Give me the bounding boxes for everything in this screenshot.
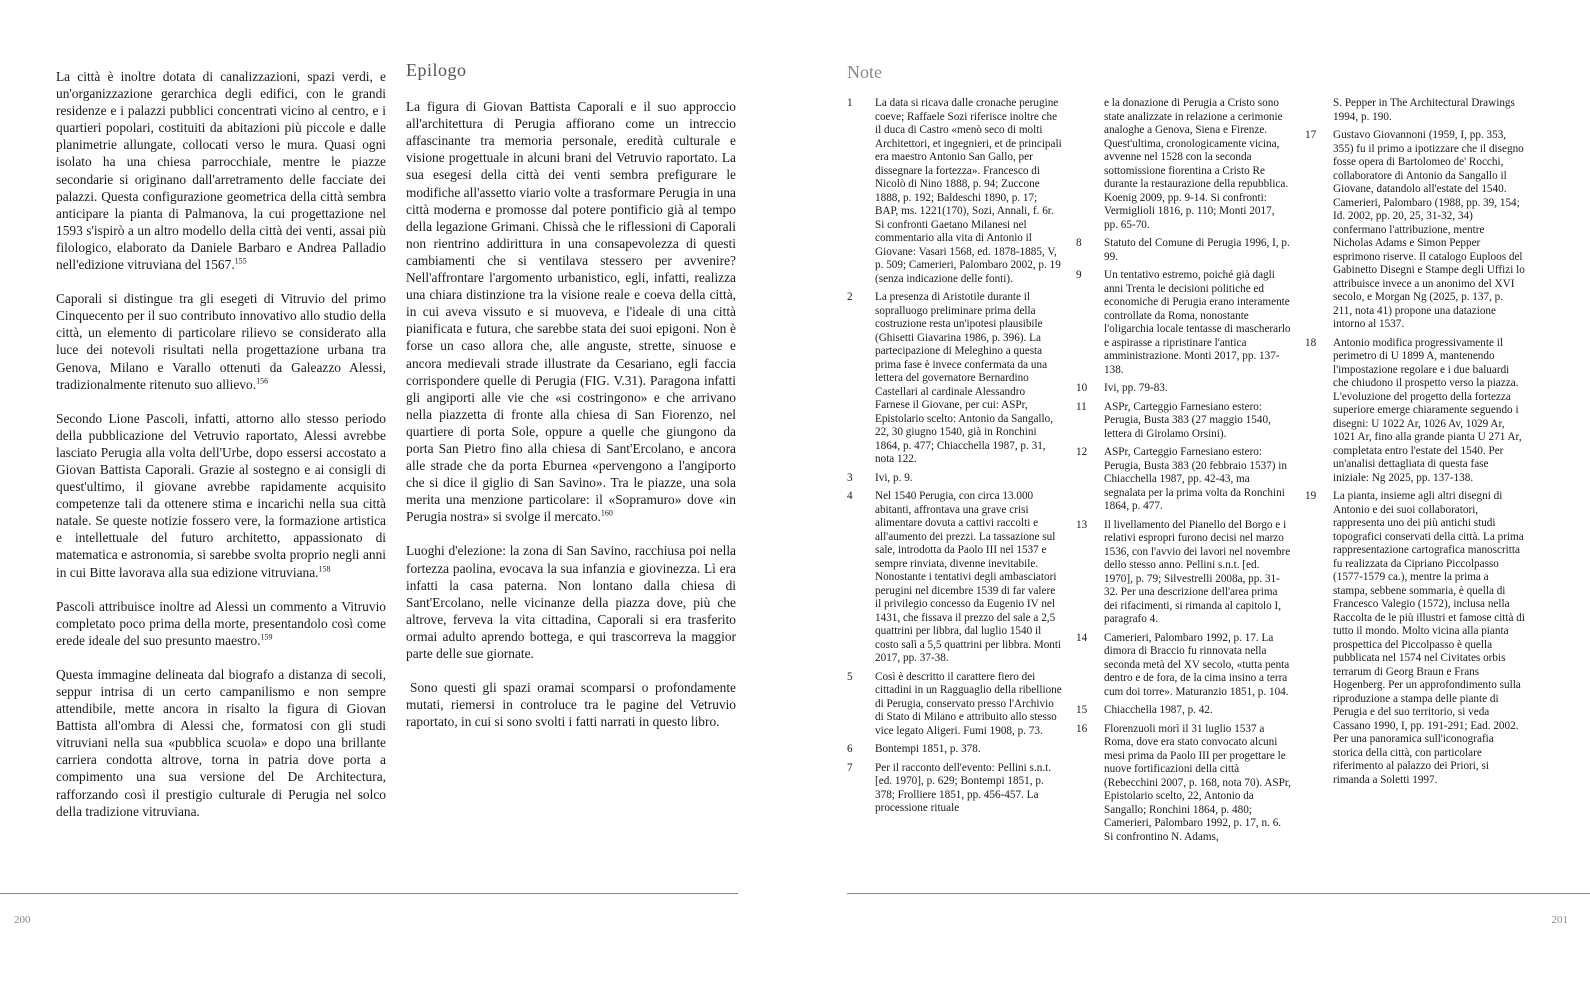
- note-number: 2: [847, 291, 853, 303]
- note-item: [1305, 490, 1525, 787]
- section-title: Epilogo: [406, 60, 467, 80]
- note-item: [1076, 269, 1291, 377]
- notes-column-1: [847, 97, 1062, 821]
- note-item: [1076, 97, 1291, 232]
- note-number: 1: [847, 97, 853, 109]
- note-text: ASPr, Carteggio Farnesiano estero: Perugia, Busta 383 (27 maggio 1540, lettera di Girolamo Orsini).: [1104, 400, 1271, 440]
- note-item: [1305, 97, 1525, 124]
- note-text: La data si ricava dalle cronache perugine coeve; Raffaele Sozi riferisce inoltre che il duca di Castro «menò seco di molti Architettori, et ingegnieri, et de principali era maestro Antonio San Gallo, per dissegnare la fortezza». Francesco di Nicolò di Nino 1888, p. 94; Zuccone 1888, p. 192; Baldeschi 1890, p. 17; BAP, ms. 1221(170), Sozi, Annali, f. 6r. Si confronti Gaetano Milanesi nel commentario alla vita di Antonio il Giovane: Vasari 1568, ed. 1878-1885, V, p. 509; Camerieri, Palombaro 2002, p. 19 (senza indicazione delle fonti).: [875, 97, 1062, 285]
- note-text: Camerieri, Palombaro 1992, p. 17. La dimora di Braccio fu rinnovata nella seconda metà del XV secolo, «tutta penta dentro e de fora, de la cima insino a terra cum doi torre». Maturanzio 1851, p. 104.: [1104, 631, 1290, 698]
- note-number: 13: [1076, 518, 1088, 531]
- footnote-ref: 156: [256, 376, 269, 386]
- paragraph: Pascoli attribuisce inoltre ad Alessi un commento a Vitruvio completato poco prima della morte, presentandolo così come erede ideale del suo presunto maestro.$^{159}$: [56, 598, 386, 648]
- footnote-ref: 158: [318, 564, 331, 574]
- note-text: Statuto del Comune di Perugia 1996, I, p. 99.: [1104, 237, 1290, 263]
- note-text: Ivi, p. 9.: [875, 471, 913, 484]
- paragraph: La città è inoltre dotata di canalizzazioni, spazi verdi, e un'organizzazione gerarchica degli edifici, con le grandi residenze e i palazzi pubblici concentrati vicino al centro, e i quartieri popolari, costituiti da abitazioni più piccole e dalle planimetrie allungate, collocati verso le mura. Quasi ogni isolato ha una chiesa parrocchiale, mentre le piazze secondarie si originano dall'arretramento delle facciate dei palazzi. Questa configurazione geometrica della città sembra anticipare la pianta di Palmanova, la cui progettazione nel 1593 s'ispirò a un altro modello della città dei venti, assai più filologico, elaborato da Daniele Barbaro e Andrea Palladio nell'edizione vitruviana del 1567.$^{155}$: [56, 69, 386, 273]
- note-text: Nel 1540 Perugia, con circa 13.000 abitanti, affrontava una grave crisi alimentare dovuta a cattivi raccolti e all'aumento dei prezzi. La tassazione sul sale, introdotta da Paolo III nel 1537 e sempre rinviata, divenne inevitabile. Nonostante i tentativi degli ambasciatori perugini nel dicembre 1539 di far valere il privilegio concesso da Eugenio IV nel 1431, che fissava il prezzo del sale a 2,5 quattrini per libbra, dal luglio 1540 il costo salì a 5,5 quattrini per libbra. Monti 2017, pp. 37-38.: [875, 490, 1062, 664]
- note-item: [1076, 446, 1291, 514]
- note-number: 17: [1305, 129, 1317, 141]
- note-text: e la donazione di Perugia a Cristo sono state analizzate in relazione a cerimonie analoghe a Genova, Siena e Firenze. Quest'ultima, cronologicamente vicina, avvenne nel 1528 con la seconda sottomissione fiorentina a Cristo Re durante la restaurazione della repubblica. Koenig 2009, pp. 9-14. Si confronti: Vermiglioli 1816, p. 110; Monti 2017, pp. 65-70.: [1104, 97, 1289, 231]
- note-item: [847, 472, 1062, 486]
- bottom-rule: [0, 893, 738, 894]
- note-item: [1076, 704, 1291, 718]
- note-text: Così è descritto il carattere fiero dei cittadini in un Ragguaglio della ribellione di Perugia, conservato presso l'Archivio di Stato di Milano e attribuito allo stesso vice legato Aligeri. Fumi 1908, p. 73.: [875, 670, 1062, 737]
- paragraph: Luoghi d'elezione: la zona di San Savino, racchiusa poi nella fortezza paolina, evocava la sua infanzia e giovinezza. Lì era infatti la casa paterna. Non lontano dalla chiesa di Sant'Ercolano, nelle vicinanze della piazza dove, più che altrove, ferveva la vita cittadina, Caporali si era trasferito ormai adulto aprendo bottega, e qui trascorreva la maggior parte delle sue giornate.: [406, 543, 736, 661]
- note-text: La presenza di Aristotile durante il sopralluogo preliminare prima della costruzione resta un'ipotesi plausibile (Ghisetti Giavarina 1986, p. 396). La partecipazione di Meleghino a questa prima fase è invece confermata da una lettera del governatore Bernardino Castellari al cardinale Alessandro Farnese il Giovane, per cui: ASPr, Epistolario scelto: Antonio da Sangallo, 22, 30 giugno 1540, già in Ronchini 1864, p. 477; Chiacchella 1987, p. 31, nota 122.: [875, 291, 1054, 465]
- note-number: 16: [1076, 722, 1088, 735]
- note-item: [847, 743, 1062, 757]
- note-number: 6: [847, 743, 853, 755]
- note-item: [1076, 723, 1291, 845]
- note-number: 8: [1076, 237, 1082, 249]
- note-item: [847, 490, 1062, 666]
- note-number: 14: [1076, 631, 1088, 644]
- notes-title: Note: [847, 62, 882, 82]
- note-item: [1305, 337, 1525, 486]
- note-item: [1076, 401, 1291, 442]
- page-number: 200: [14, 914, 31, 926]
- page-number: 201: [1551, 914, 1568, 926]
- paragraph: Questa immagine delineata dal biografo a distanza di secoli, seppur intrisa di un certo campanilismo e non sempre attendibile, mette ancora in risalto la figura di Giovan Battista all'ombra di Alessi che, formatosi con gli studi vitruviani nella sua «pubblica scuola» e dopo una brillante carriera condotta altrove, torna in patria dove porta a compimento una sua versione del De Architectura, rafforzando così il prestigio culturale di Perugia nel solco della tradizione vitruviana.: [56, 666, 386, 819]
- footnote-ref: 160: [600, 508, 613, 518]
- note-text: Antonio modifica progressivamente il perimetro di U 1899 A, mantenendo l'impostazione regolare e i due baluardi che chiudono il prospetto verso la piazza. L'evoluzione del progetto della fortezza superiore emerge chiaramente seguendo i disegni: U 1022 Ar, 1026 Av, 1029 Ar, 1021 Ar, fino alla grande pianta U 271 Ar, completata entro l'estate del 1540. Per un'analisi dettagliata di questa fase iniziale: Ng 2025, pp. 137-138.: [1333, 336, 1522, 484]
- note-number: 11: [1076, 400, 1087, 413]
- footnote-ref: 159: [260, 632, 273, 642]
- paragraph: Sono questi gli spazi oramai scomparsi o profondamente mutati, riemersi in controluce tra le pagine del Vetruvio raportato, in cui si sono svolti i fatti narrati in questo libro.: [406, 680, 736, 730]
- note-item: [1076, 382, 1291, 396]
- note-number: 18: [1305, 336, 1317, 349]
- note-item: [1076, 519, 1291, 627]
- right-page: [795, 0, 1590, 988]
- note-text: Chiacchella 1987, p. 42.: [1104, 704, 1213, 716]
- note-number: 10: [1076, 382, 1088, 394]
- note-text: Gustavo Giovannoni (1959, I, pp. 353, 355) fu il primo a ipotizzare che il disegno fosse opera di Bartolomeo de' Rocchi, collaboratore di Antonio da Sangallo il Giovane, datandolo all'estate del 1540. Camerieri, Palombaro (1988, pp. 39, 154; Id. 2002, pp. 20, 25, 31-32, 34) confermano l'attribuzione, mentre Nicholas Adams e Simon Pepper esprimono riserve. Il catalogo Euploos del Gabinetto Disegni e Stampe degli Uffizi lo attribuisce invece a un anonimo del XVI secolo, e Morgan Ng (2025, p. 137, p. 211, nota 41) propone una datazione intorno al 1537.: [1333, 129, 1525, 330]
- note-item: [1076, 632, 1291, 700]
- paragraph: Secondo Lione Pascoli, infatti, attorno allo stesso periodo della pubblicazione del Vetruvio raportato, Alessi avrebbe lasciato Perugia alla volta dell'Urbe, dopo essersi accostato a Giovan Battista Caporali. Grazie al sostegno e ai consigli di quest'ultimo, il giovane avrebbe rapidamente acquisito competenze tali da ottenere stima e incarichi nella sua città natale. Se queste notizie fossero vere, la formazione artistica e intellettuale del futuro architetto, appassionato di matematica e astronomia, si sarebbe svolta proprio negli anni in cui Bitte lavorava alla sua edizione vitruviana.$^{158}$: [56, 410, 386, 580]
- note-text: Ivi, pp. 79-83.: [1104, 382, 1168, 394]
- note-number: 19: [1305, 490, 1317, 502]
- note-item: [1305, 129, 1525, 332]
- bottom-rule: [847, 893, 1590, 894]
- note-text: Florenzuoli morì il 31 luglio 1537 a Roma, dove era stato convocato alcuni mesi prima da Paolo III per progettare le nuove fortificazioni della città (Rebecchini 2007, p. 168, nota 70). ASPr, Epistolario scelto, 22, Antonio da Sangallo; Ronchini 1864, p. 480; Camerieri, Palombaro 1992, p. 17, n. 6. Si confrontino N. Adams,: [1104, 722, 1291, 843]
- note-item: [847, 671, 1062, 739]
- notes-column-2: [1076, 97, 1291, 849]
- left-column-b: [406, 62, 736, 747]
- note-item: [847, 762, 1062, 816]
- note-text: Il livellamento del Pianello del Borgo e i relativi espropri furono decisi nel marzo 1536, con l'avvio dei lavori nel novembre dello stesso anno. Pellini s.n.t. [ed. 1970], p. 79; Silvestrelli 2008a, pp. 31-32. Per una descrizione dell'area prima dei rifacimenti, si rimanda al capitolo I, paragrafo 4.: [1104, 518, 1291, 625]
- note-text: Per il racconto dell'evento: Pellini s.n.t. [ed. 1970], p. 629; Bontempi 1851, p. 378; Frolliere 1851, pp. 456-457. La processione rituale: [875, 761, 1052, 814]
- note-text: S. Pepper in The Architectural Drawings 1994, p. 190.: [1333, 97, 1515, 123]
- note-text: Un tentativo estremo, poiché già dagli anni Trenta le decisioni politiche ed economiche di Perugia erano interamente controllate da Roma, nonostante l'oligarchia locale tentasse di mascherarlo e aspirasse a ripristinare l'antica amministrazione. Monti 2017, pp. 137-138.: [1104, 269, 1291, 376]
- note-number: 12: [1076, 446, 1088, 458]
- note-number: 15: [1076, 704, 1088, 716]
- paragraph: La figura di Giovan Battista Caporali e il suo approccio all'architettura di Perugia affiorano come un intreccio affascinante tra memoria personale, eredità culturale e visione progettuale in alcuni brani del Vetruvio raportato. La sua esegesi della città dei venti sembra prefigurare le modifiche all'assetto viario volte a trasformare Perugia in una città moderna e promosse dal potere pontificio già al tempo della legazione Grimani. Chissà che le riflessioni di Caporali non rientrino addirittura in una consapevolezza di questi cambiamenti che si ventilava stessero per avvenire? Nell'affrontare l'argomento urbanistico, egli, infatti, realizza una chiara distinzione tra la visione reale e coeva della città, in cui aveva vissuto e si muoveva, e l'ideale di una città pianificata e futura, che sarebbe stata dei suoi epigoni. Non è forse un caso allora che, alle anguste, strette, sinuose e ancora medievali strade illustrate da Cesariano, egli faccia corrispondere quelle di Perugia (FIG. V.31). Paragona infatti gli angiporti alle vie che «si costringono» e che arrivano nella piazzetta di fronte alla chiesa di San Fiorenzo, nel quartiere di porta Sole, oppure a quelle che giungono da porta San Pietro fino alla chiesa di Sant'Ercolano, e ancora alle strade che da porta Eburnea «pervengono a l'angiporto che si dice il giglio di San Savino». Tra le piazze, una sola merita una menzione particolare: il «Sopramuro» dove «in Perugia nostra» si svolge il mercato.$^{160}$: [406, 99, 736, 525]
- note-number: 3: [847, 471, 853, 484]
- note-item: [847, 291, 1062, 467]
- note-number: 4: [847, 490, 853, 502]
- note-item: [847, 97, 1062, 286]
- note-text: La pianta, insieme agli altri disegni di Antonio e dei suoi collaboratori, rappresenta uno dei più antichi studi topografici conservati della città. La prima rappresentazione cartografica manoscritta fu realizzata da Cipriano Piccolpasso (1577-1579 ca.), mentre la prima a stampa, sebbene sommaria, è quella di Francesco Valegio (1572), inclusa nella Raccolta de le più illustri et famose città di tutto il mondo. Molto vicina alla pianta prospettica del Piccolpasso è quella pubblicata nel 1574 nel Civitates orbis terrarum di Georg Braun e Frans Hogenberg. Per un approfondimento sulla riproduzione a stampa delle piante di Perugia e del suo territorio, si veda Cassano 1990, I, pp. 191-291; Ead. 2002. Per una panoramica sull'iconografia storica della città, con particolare riferimento al palazzo dei Priori, si rimanda a Soletti 1997.: [1333, 490, 1525, 786]
- note-item: [1076, 237, 1291, 264]
- left-column-a: [56, 68, 386, 837]
- note-text: ASPr, Carteggio Farnesiano estero: Perugia, Busta 383 (20 febbraio 1537) in Chiacchella 1987, pp. 42-43, ma segnalata per la prima volta da Ronchini 1864, p. 477.: [1104, 446, 1288, 512]
- paragraph: Caporali si distingue tra gli esegeti di Vitruvio del primo Cinquecento per il suo contributo innovativo allo studio della città, un elemento di particolare rilievo se considerato alla luce dei notevoli risultati nella progettazione urbana tra Genova, Milano e Varallo ottenuti da Galeazzo Alessi, tradizionalmente ritenuto suo allievo.$^{156}$: [56, 291, 386, 392]
- footnote-ref: 155: [234, 256, 247, 266]
- note-number: 5: [847, 670, 853, 683]
- note-number: 7: [847, 761, 853, 774]
- note-number: 9: [1076, 269, 1082, 281]
- notes-column-3: [1305, 97, 1525, 792]
- note-text: Bontempi 1851, p. 378.: [875, 743, 981, 755]
